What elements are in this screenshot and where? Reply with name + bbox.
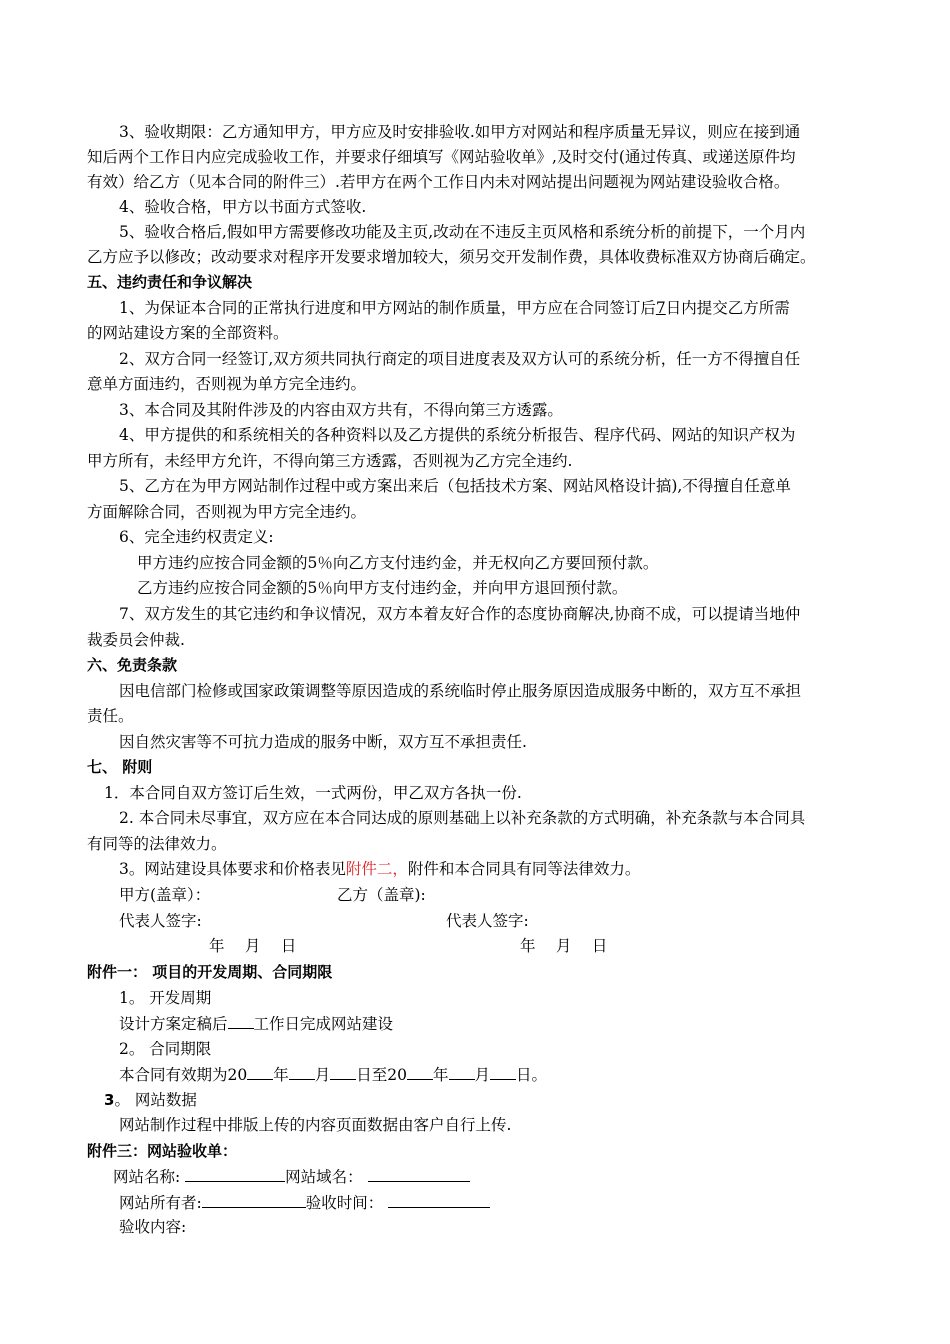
annex1-item1-text-a: 设计方案定稿后 [119,1015,228,1033]
s5-item6-party-a: 甲方违约应按合同金额的5％向乙方支付违约金，并无权向乙方要回预付款。 [137,554,659,572]
accept-time-field[interactable] [388,1192,490,1208]
site-owner-field[interactable] [202,1192,306,1208]
annex1-item1: 1。 开发周期 [119,989,212,1007]
annex1-item3-number: 3 [104,1091,115,1109]
s4-item3-line1: 3、验收期限：乙方通知甲方，甲方应及时安排验收.如甲方对网站和程序质量无异议，则应在接到通 [119,123,801,141]
start-day-blank[interactable] [330,1064,356,1080]
workdays-blank[interactable] [228,1013,254,1029]
s7-item2-line2: 有同等的法律效力。 [87,835,227,853]
annex3-heading: 附件三：网站验收单： [87,1142,238,1160]
s6-heading: 六、免责条款 [87,656,178,674]
annex1-item1-text-b: 工作日完成网站建设 [253,1015,394,1033]
start-month-blank[interactable] [289,1064,315,1080]
start-month-label: 月 [314,1066,331,1084]
s5-item1-text-a: 1、为保证本合同的正常执行进度和甲方网站的制作质量，甲方应在合同签订后 [119,299,656,317]
s4-item3-line2: 知后两个工作日内应完成验收工作，并要求仔细填写《网站验收单》,及时交付(通过传真、或递送原件均 [87,148,796,166]
s5-item2-line1: 2、双方合同一经签订,双方须共同执行商定的项目进度表及双方认可的系统分析，任一方不得擅自任 [119,350,801,368]
annex1-item1-text [119,1013,393,1034]
s5-item1-line2: 的网站建设方案的全部资料。 [87,324,289,342]
annex1-item3-text: 网站制作过程中排版上传的内容页面数据由客户自行上传. [119,1116,512,1134]
s5-item6: 6、完全违约权责定义: [119,528,274,546]
accept-content-label: 验收内容: [119,1218,187,1236]
site-owner-label: 网站所有者: [119,1194,202,1212]
start-year-blank[interactable] [247,1064,273,1080]
s5-item3: 3、本合同及其附件涉及的内容由双方共有，不得向第三方透露。 [119,401,563,419]
s7-item1: 1．本合同自双方签订后生效，一式两份，甲乙双方各执一份. [104,784,522,802]
site-name-field[interactable] [185,1166,285,1182]
s5-item5-line1: 5、乙方在为甲方网站制作过程中或方案出来后（包括技术方案、网站风格设计搞),不得擅自任意单 [119,477,791,495]
s4-item4: 4、验收合格，甲方以书面方式签收. [119,198,367,216]
s6-para2: 因自然灾害等不可抗力造成的服务中断，双方互不承担责任. [119,733,527,751]
s7-heading: 七、 附则 [87,758,153,776]
site-name-row [113,1166,470,1187]
s5-item1-text-b: 日内提交乙方所需 [665,299,790,317]
end-month-blank[interactable] [449,1064,475,1080]
term-prefix: 本合同有效期为20 [119,1066,248,1084]
date-b: 年 月 日 [520,937,608,955]
s5-item1-line1 [119,298,790,318]
site-owner-row [119,1192,490,1213]
party-a-seal: 甲方(盖章）： [119,886,211,904]
s5-item4-line1: 4、甲方提供的和系统相关的各种资料以及乙方提供的系统分析报告、程序代码、网站的知识产权为 [119,426,796,444]
start-day-label: 日至20 [356,1066,407,1084]
annex1-heading: 附件一： 项目的开发周期、合同期限 [87,963,333,981]
s5-item1-days: 7 [655,299,666,317]
end-month-label: 月 [474,1066,491,1084]
start-year-label: 年 [273,1066,289,1084]
rep-b-signature: 代表人签字: [446,912,529,930]
s4-item5-line2: 乙方应予以修改；改动要求对程序开发要求增加较大，须另交开发制作费，具体收费标准双方协商后确定。 [87,248,816,266]
s5-item2-line2: 意单方面违约，否则视为单方完全违约。 [87,375,367,393]
annex1-item3 [104,1090,197,1110]
s4-item3-line3: 有效）给乙方（见本合同的附件三）.若甲方在两个工作日内未对网站提出问题视为网站建设验收合格。 [87,173,790,191]
s7-item3-text-b: 附件和本合同具有同等法律效力。 [407,860,641,878]
end-year-blank[interactable] [407,1064,433,1080]
s6-para1-line1: 因电信部门检修或国家政策调整等原因造成的系统临时停止服务原因造成服务中断的，双方互不承担 [119,682,802,700]
end-day-blank[interactable] [490,1064,516,1080]
site-domain-field[interactable] [368,1166,470,1182]
s7-item2-line1: 2. 本合同未尽事宜，双方应在本合同达成的原则基础上以补充条款的方式明确，补充条款与本合同具 [119,809,806,827]
s5-item7-line2: 裁委员会仲裁. [87,631,185,649]
s4-item5-line1: 5、验收合格后,假如甲方需要修改功能及主页,改动在不违反主页风格和系统分析的前提下，一个月内 [119,223,806,241]
s5-item6-party-b: 乙方违约应按合同金额的5％向甲方支付违约金，并向甲方退回预付款。 [137,579,628,597]
s5-item7-line1: 7、双方发生的其它违约和争议情况，双方本着友好合作的态度协商解决,协商不成，可以提请当地仲 [119,605,801,623]
date-a: 年 月 日 [209,937,297,955]
annex1-item2-text [119,1064,547,1085]
site-name-label: 网站名称: [113,1168,181,1186]
annex1-item3-label: 。 网站数据 [114,1091,197,1109]
site-domain-label: 网站域名： [285,1168,363,1186]
end-year-label: 年 [433,1066,449,1084]
s7-item3-text-a: 3。网站建设具体要求和价格表见 [119,860,346,878]
annex2-reference: 附件二， [345,860,408,878]
s5-heading: 五、违约责任和争议解决 [87,273,253,291]
annex1-item2: 2。 合同期限 [119,1040,212,1058]
accept-time-label: 验收时间： [305,1194,384,1212]
s5-item5-line2: 方面解除合同，否则视为甲方完全违约。 [87,503,367,521]
s5-item4-line2: 甲方所有，未经甲方允许，不得向第三方透露，否则视为乙方完全违约. [87,452,573,470]
rep-a-signature: 代表人签字: [119,912,202,930]
end-day-label: 日。 [516,1066,548,1084]
s7-item3 [119,859,640,879]
s6-para1-line2: 责任。 [87,707,134,725]
party-b-seal: 乙方（盖章): [337,886,426,904]
